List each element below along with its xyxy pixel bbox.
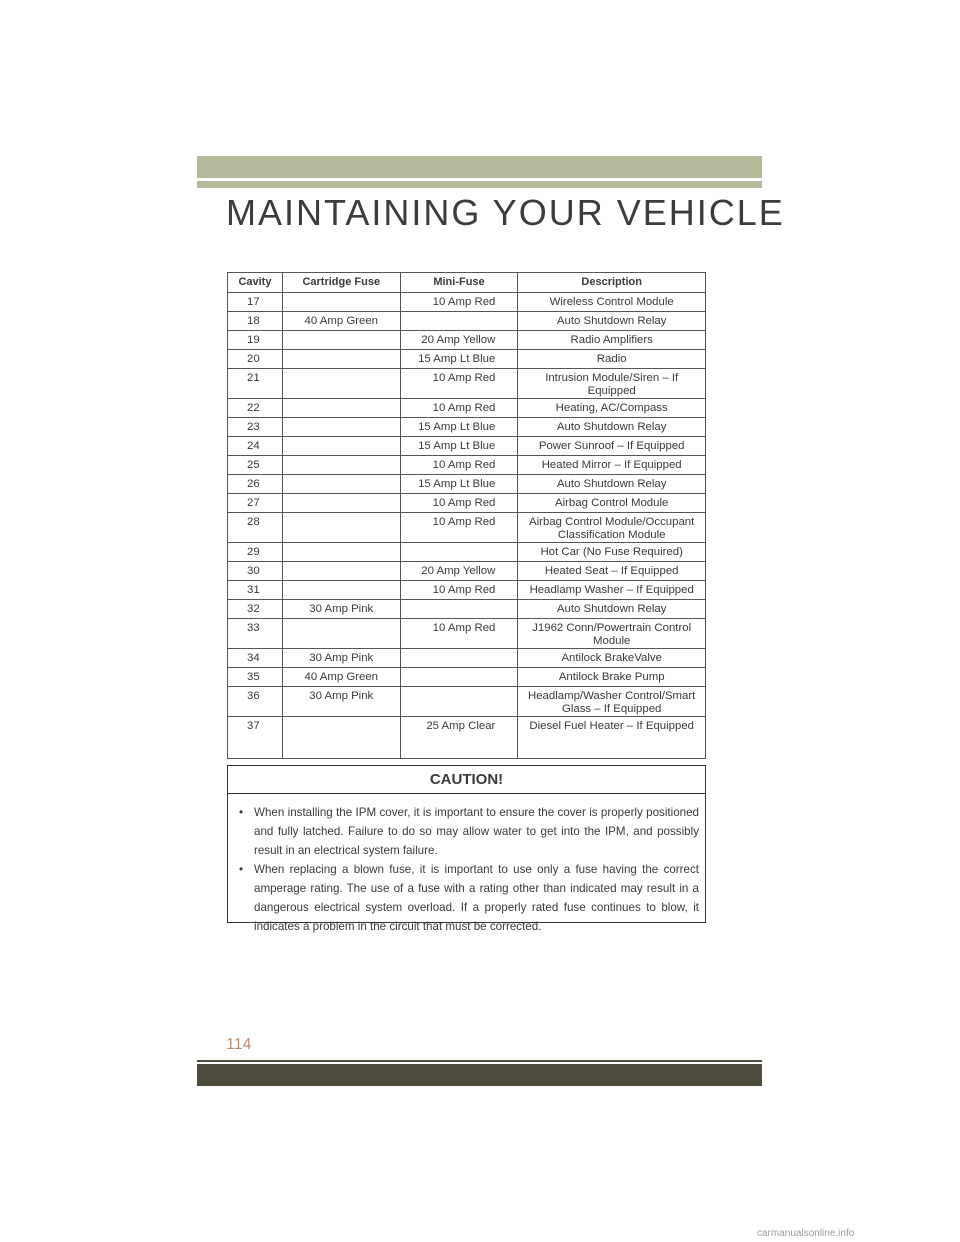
mini-fuse-cell: 10 Amp Red [400, 456, 518, 475]
cartridge-fuse-cell: 30 Amp Pink [282, 600, 400, 619]
mini-fuse-cell [400, 543, 518, 562]
table-row [228, 649, 706, 668]
table-row [228, 369, 706, 399]
cavity-cell: 19 [228, 331, 283, 350]
caution-item [238, 803, 699, 860]
mini-fuse-cell: 20 Amp Yellow [400, 562, 518, 581]
mini-fuse-cell [400, 668, 518, 687]
watermark: carmanualsonline.info [757, 1228, 855, 1239]
cartridge-fuse-cell [282, 619, 400, 649]
description-cell: Headlamp/Washer Control/Smart Glass – If Equipped [518, 687, 706, 717]
column-header-description: Description [518, 273, 706, 293]
cartridge-fuse-cell [282, 437, 400, 456]
mini-fuse-cell [400, 649, 518, 668]
cartridge-fuse-cell: 40 Amp Green [282, 312, 400, 331]
mini-fuse-cell: 10 Amp Red [400, 494, 518, 513]
table-row [228, 399, 706, 418]
cavity-cell: 20 [228, 350, 283, 369]
cavity-cell: 36 [228, 687, 283, 717]
cavity-cell: 18 [228, 312, 283, 331]
mini-fuse-cell: 10 Amp Red [400, 619, 518, 649]
cavity-cell: 33 [228, 619, 283, 649]
description-cell: Heating, AC/Compass [518, 399, 706, 418]
description-cell: Intrusion Module/Siren – If Equipped [518, 369, 706, 399]
cavity-cell: 34 [228, 649, 283, 668]
description-cell: Airbag Control Module/Occupant Classification Module [518, 513, 706, 543]
table-row [228, 418, 706, 437]
description-cell: Radio Amplifiers [518, 331, 706, 350]
caution-list [228, 794, 705, 936]
fuse-table-body [228, 293, 706, 759]
cavity-cell: 29 [228, 543, 283, 562]
table-row [228, 619, 706, 649]
mini-fuse-cell: 20 Amp Yellow [400, 331, 518, 350]
mini-fuse-cell: 15 Amp Lt Blue [400, 475, 518, 494]
bullet-icon: • [239, 863, 244, 876]
caution-title: CAUTION! [228, 766, 705, 794]
table-row [228, 562, 706, 581]
cavity-cell: 22 [228, 399, 283, 418]
footer-rule [197, 1060, 762, 1062]
description-cell: Power Sunroof – If Equipped [518, 437, 706, 456]
cartridge-fuse-cell [282, 369, 400, 399]
mini-fuse-cell: 10 Amp Red [400, 369, 518, 399]
table-row [228, 513, 706, 543]
description-cell: Heated Seat – If Equipped [518, 562, 706, 581]
mini-fuse-cell: 15 Amp Lt Blue [400, 350, 518, 369]
footer-band [197, 1064, 762, 1086]
description-cell: Wireless Control Module [518, 293, 706, 312]
mini-fuse-cell [400, 600, 518, 619]
description-cell: Auto Shutdown Relay [518, 312, 706, 331]
description-cell: Headlamp Washer – If Equipped [518, 581, 706, 600]
table-row [228, 494, 706, 513]
mini-fuse-cell: 10 Amp Red [400, 293, 518, 312]
table-row [228, 717, 706, 759]
description-cell: Radio [518, 350, 706, 369]
description-cell: Heated Mirror – If Equipped [518, 456, 706, 475]
table-row [228, 456, 706, 475]
cartridge-fuse-cell [282, 456, 400, 475]
caution-item-text: When installing the IPM cover, it is important to ensure the cover is properly positioned and fully latched. Failure to do so may allow water to get into the IPM, and possibly result in an electrical system failure. [254, 806, 699, 857]
bullet-icon: • [239, 806, 244, 819]
description-cell: Airbag Control Module [518, 494, 706, 513]
description-cell: Diesel Fuel Heater – If Equipped [518, 717, 706, 759]
cavity-cell: 28 [228, 513, 283, 543]
cartridge-fuse-cell [282, 543, 400, 562]
table-row [228, 437, 706, 456]
cavity-cell: 25 [228, 456, 283, 475]
cartridge-fuse-cell [282, 581, 400, 600]
cartridge-fuse-cell [282, 717, 400, 759]
mini-fuse-cell: 10 Amp Red [400, 399, 518, 418]
cavity-cell: 35 [228, 668, 283, 687]
table-row [228, 581, 706, 600]
description-cell: Antilock Brake Pump [518, 668, 706, 687]
cavity-cell: 26 [228, 475, 283, 494]
caution-item-text: When replacing a blown fuse, it is important to use only a fuse having the correct amperage rating. The use of a fuse with a rating other than indicated may result in a dangerous electrical system overload. If a properly rated fuse continues to blow, it indicates a problem in the circuit that must be corrected. [254, 863, 699, 933]
mini-fuse-cell: 10 Amp Red [400, 581, 518, 600]
table-header-row [228, 273, 706, 293]
cartridge-fuse-cell: 30 Amp Pink [282, 649, 400, 668]
cartridge-fuse-cell [282, 418, 400, 437]
cartridge-fuse-cell [282, 293, 400, 312]
fuse-table [227, 272, 706, 759]
cavity-cell: 24 [228, 437, 283, 456]
cavity-cell: 17 [228, 293, 283, 312]
table-row [228, 475, 706, 494]
table-row [228, 600, 706, 619]
table-row [228, 312, 706, 331]
cavity-cell: 30 [228, 562, 283, 581]
cartridge-fuse-cell: 40 Amp Green [282, 668, 400, 687]
header-band [197, 156, 762, 178]
caution-box [227, 765, 706, 933]
description-cell: Auto Shutdown Relay [518, 475, 706, 494]
page-number: 114 [226, 1036, 252, 1053]
cartridge-fuse-cell [282, 475, 400, 494]
header-band-rule [197, 181, 762, 188]
cartridge-fuse-cell [282, 350, 400, 369]
cartridge-fuse-cell [282, 399, 400, 418]
column-header-cavity: Cavity [228, 273, 283, 293]
description-cell: Antilock BrakeValve [518, 649, 706, 668]
table-row [228, 331, 706, 350]
mini-fuse-cell: 10 Amp Red [400, 513, 518, 543]
mini-fuse-cell [400, 312, 518, 331]
cavity-cell: 23 [228, 418, 283, 437]
description-cell: Auto Shutdown Relay [518, 418, 706, 437]
table-row [228, 350, 706, 369]
table-row [228, 543, 706, 562]
table-row [228, 293, 706, 312]
cartridge-fuse-cell [282, 562, 400, 581]
caution-item [238, 860, 699, 936]
table-row [228, 668, 706, 687]
description-cell: Auto Shutdown Relay [518, 600, 706, 619]
cartridge-fuse-cell [282, 513, 400, 543]
cavity-cell: 21 [228, 369, 283, 399]
cartridge-fuse-cell [282, 331, 400, 350]
description-cell: Hot Car (No Fuse Required) [518, 543, 706, 562]
table-row [228, 687, 706, 717]
cartridge-fuse-cell [282, 494, 400, 513]
mini-fuse-cell [400, 687, 518, 717]
cavity-cell: 31 [228, 581, 283, 600]
column-header-mini-fuse: Mini-Fuse [400, 273, 518, 293]
mini-fuse-cell: 15 Amp Lt Blue [400, 418, 518, 437]
mini-fuse-cell: 25 Amp Clear [400, 717, 518, 759]
cavity-cell: 32 [228, 600, 283, 619]
section-title: MAINTAINING YOUR VEHICLE [226, 192, 785, 233]
cartridge-fuse-cell: 30 Amp Pink [282, 687, 400, 717]
description-cell: J1962 Conn/Powertrain Control Module [518, 619, 706, 649]
mini-fuse-cell: 15 Amp Lt Blue [400, 437, 518, 456]
cavity-cell: 37 [228, 717, 283, 759]
column-header-cartridge-fuse: Cartridge Fuse [282, 273, 400, 293]
cavity-cell: 27 [228, 494, 283, 513]
